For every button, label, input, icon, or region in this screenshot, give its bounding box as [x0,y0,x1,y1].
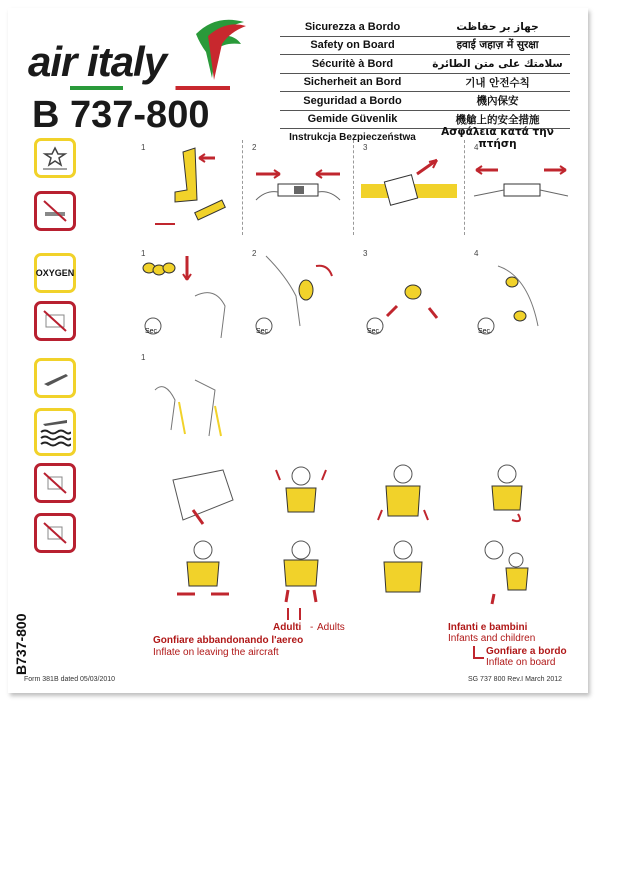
oxygen-step-panel [468,246,573,338]
buckle-fasten-icon [246,140,351,232]
title-row [280,92,570,111]
seat-upright-icon [135,140,240,232]
step-number: 2 [252,249,257,258]
title-right: 機艙上的安全措施 [455,113,540,126]
pull-mask-icon [246,246,351,338]
step-number: 3 [363,249,368,258]
no-electronics-icon [34,301,76,341]
title-left: Sicherheit an Bord [303,76,402,89]
no-smoking-icon [34,191,76,231]
vertical-model-code: B737-800 [13,613,29,675]
title-row [280,74,570,93]
infants-label-it: Infanti e bambini [448,622,528,633]
title-right: 機內保安 [476,95,519,108]
sec-label: Sec. [256,328,271,335]
vest-tighten-icon [163,538,243,608]
oxygen-mask-drop-icon [135,246,240,338]
vest-inflate-pull-icon [266,538,336,608]
oxygen-step-panel [357,246,462,338]
oxygen-step-panel [246,246,351,338]
bird-logo-icon [186,14,248,86]
vest-over-head-icon [266,460,336,532]
infants-label-en: Infants and children [448,633,536,644]
form-code: Form 381B dated 05/03/2010 [24,676,116,683]
vest-back-icon [368,460,438,532]
vest-under-seat-icon [163,460,243,532]
adults-label-it: Adulti [273,622,302,633]
help-child-mask-icon [468,246,573,338]
step-number: 1 [141,353,146,362]
no-vest-inflate-icon [34,513,76,553]
vest-child-icon [472,538,542,608]
sec-label: Sec. [367,328,382,335]
belt-tighten-icon [357,140,462,232]
step-number: 2 [252,143,257,152]
oxygen-icon [34,253,76,293]
title-right: Ασφάλεια κατά την πτήση [441,125,554,150]
seatbelt-step-panel [468,140,573,232]
title-left: Sicurezza a Bordo [304,20,401,33]
seatbelt-step-panel [246,140,351,232]
sec-label: Sec. [478,328,493,335]
title-right: हवाई जहाज़ में सुरक्षा [456,39,539,52]
step-number: 3 [363,143,368,152]
adults-label-en: Adults [317,622,345,633]
oxygen-step-panel [135,246,240,338]
seatbelt-sign-icon [34,138,76,178]
title-left: Safety on Board [310,39,395,52]
airline-logo: air italy [28,38,167,85]
inflate-leaving-it: Gonfiare abbandonando l'aereo [153,635,304,646]
title-right: جهاز بر حفاظت [456,20,539,33]
inflate-board-it: Gonfiare a bordo [486,646,567,657]
step-number: 1 [141,249,146,258]
title-left: Sécuritè à Bord [311,57,394,70]
sec-label: Sec. [145,328,160,335]
revision-code: SG 737 800 Rev.I March 2012 [468,676,563,683]
buckle-release-icon [468,140,573,232]
inflate-leaving-en: Inflate on leaving the aircraft [153,647,279,658]
title-right: سلامتك على متن الطائرة [432,57,563,70]
step-number: 1 [141,143,146,152]
step-number: 4 [474,249,479,258]
title-table [280,18,570,150]
flag-stripe [70,86,230,90]
seatbelt-step-panel [357,140,462,232]
title-left: Seguridad a Bordo [303,94,402,107]
brace-position-icon [34,358,76,398]
place-mask-icon [357,246,462,338]
title-right: 기내 안전수칙 [465,76,530,89]
title-left: Instrukcja Bezpieczeństwa [289,132,416,144]
title-left: Gemide Güvenlik [307,113,398,126]
aircraft-model: B 737-800 [32,94,210,136]
vest-mouthpiece-icon [368,538,438,608]
brace-step-panel [135,350,240,442]
oxygen-label: OXYGEN [35,268,75,278]
title-row [280,18,570,37]
safety-card [8,8,588,693]
water-landing-icon [34,408,76,456]
vest-tie-icon [472,460,542,532]
no-inflate-inside-icon [34,463,76,503]
title-row [280,37,570,56]
step-number: 4 [474,143,479,152]
brace-position-drawing-icon [135,350,240,442]
inflate-board-en: Inflate on board [486,657,556,668]
adults-separator: - [310,622,314,633]
title-row [280,55,570,74]
seatbelt-step-panel [135,140,240,232]
